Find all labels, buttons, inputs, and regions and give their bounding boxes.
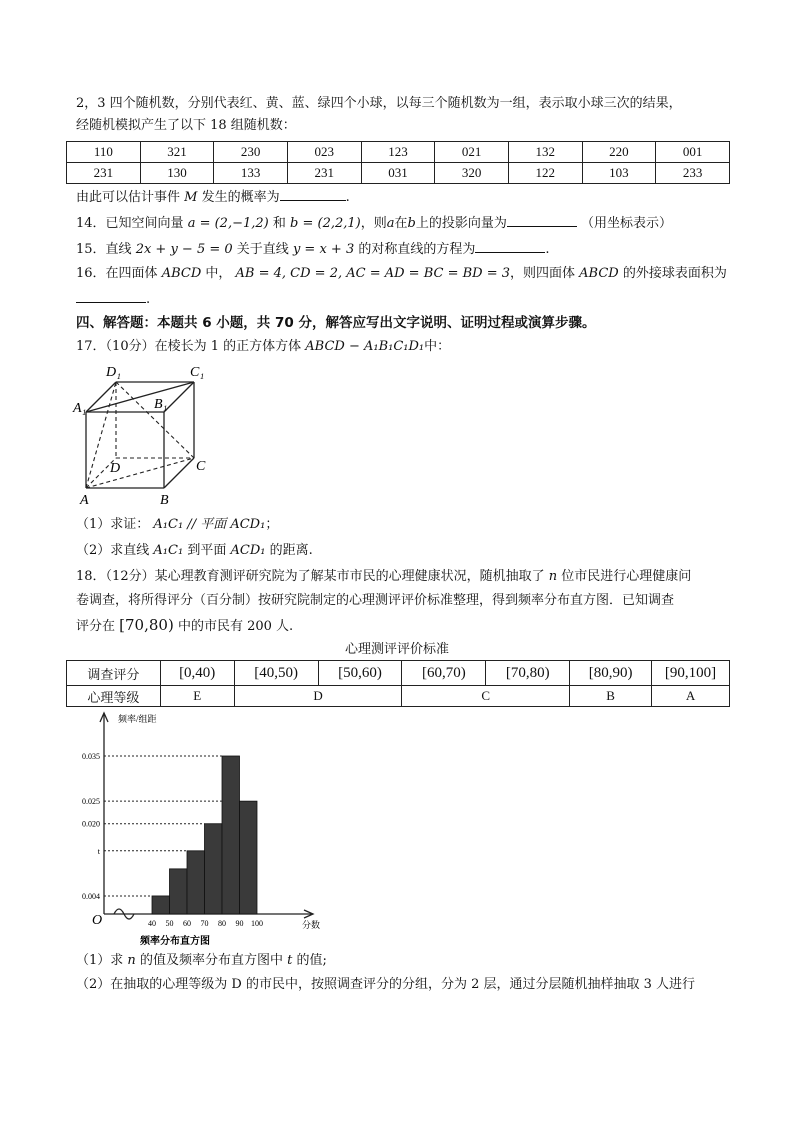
text: （1）求 xyxy=(76,953,124,968)
table-cell: D xyxy=(234,686,402,707)
x-tick-label: 90 xyxy=(235,919,244,928)
label-A: A xyxy=(80,493,89,508)
text: 15．直线 xyxy=(76,242,132,257)
answer-blank[interactable] xyxy=(280,186,346,201)
text: 关于直线 xyxy=(236,242,289,257)
table-cell: 320 xyxy=(435,163,509,184)
label-B: B xyxy=(160,493,169,508)
table-cell: 031 xyxy=(361,163,435,184)
table-cell: 233 xyxy=(656,163,730,184)
text: 14．已知空间向量 xyxy=(76,216,184,231)
math: ACD₁ xyxy=(230,543,266,558)
table-cell: C xyxy=(402,686,570,707)
problem18-line3 xyxy=(76,615,293,637)
problem16 xyxy=(76,264,727,284)
vector-a: a = (2,−1,2) xyxy=(187,216,269,231)
table-cell: 110 xyxy=(67,142,141,163)
x-tick-label: 80 xyxy=(218,919,226,928)
var-a: a xyxy=(386,216,395,231)
table-cell: A xyxy=(652,686,730,707)
equation: 2x + y − 5 = 0 xyxy=(135,242,233,257)
problem18-q1 xyxy=(76,951,327,971)
text: 的对称直线的方程为 xyxy=(358,242,476,257)
x-tick-label: 70 xyxy=(200,919,209,928)
label-C: C xyxy=(196,459,206,474)
cube-name: ABCD − A₁B₁C₁D₁ xyxy=(305,339,425,354)
histogram-bar xyxy=(240,801,258,914)
table-cell: E xyxy=(160,686,234,707)
evaluation-table xyxy=(66,660,730,707)
event-var: M xyxy=(184,190,198,205)
table-cell: 321 xyxy=(140,142,214,163)
problem15 xyxy=(76,238,550,260)
histogram-bar xyxy=(152,896,170,914)
table-cell: [70,80) xyxy=(486,661,570,686)
frequency-histogram xyxy=(66,710,336,950)
text: 中， xyxy=(205,266,232,281)
text: 的值及频率分布直方图中 xyxy=(139,953,283,968)
text: 位市民进行心理健康问 xyxy=(561,569,692,584)
table-cell: 231 xyxy=(67,163,141,184)
text: . xyxy=(345,190,350,205)
text: 的距离. xyxy=(269,543,313,558)
text: 发生的概率为 xyxy=(201,190,280,205)
text: （1）求证： xyxy=(76,517,150,532)
table-row xyxy=(67,163,730,184)
text: 上的投影向量为 xyxy=(415,216,507,231)
answer-blank[interactable] xyxy=(76,288,146,303)
x-tick-label: 50 xyxy=(165,919,174,928)
text: 17．（10分）在棱长为 1 的正方体方体 xyxy=(76,339,302,354)
x-tick-label: 100 xyxy=(251,919,263,928)
problem13-line1: 2，3 四个随机数，分别代表红、黄、蓝、绿四个小球，以每三个随机数为一组，表示取小球三次的结果， xyxy=(76,96,682,111)
table-row xyxy=(67,661,730,686)
text: 中： xyxy=(424,339,451,354)
table-cell: [50,60) xyxy=(318,661,402,686)
problem18-line1 xyxy=(76,567,691,587)
tetra-name: ABCD xyxy=(161,266,202,281)
problem18-line2: 卷调查，将所得评分（百分制）按研究院制定的心理测评评价标准整理，得到频率分布直方图．已知调查 xyxy=(76,593,675,608)
text: （用坐标表示） xyxy=(581,216,673,231)
problem18-q2: （2）在抽取的心理等级为 D 的市民中，按照调查评分的分组，分为 2 层，通过分层随机抽样抽取 3 人进行 xyxy=(76,977,696,992)
interval: [70,80) xyxy=(119,616,174,634)
table-cell: 220 xyxy=(582,142,656,163)
table-cell: [40,50) xyxy=(234,661,318,686)
table-cell: 133 xyxy=(214,163,288,184)
table-cell: 123 xyxy=(361,142,435,163)
text: 由此可以估计事件 xyxy=(76,190,181,205)
table-cell: 230 xyxy=(214,142,288,163)
label-B1: B₁ xyxy=(154,397,168,412)
var-n: n xyxy=(548,569,558,584)
table-cell: 021 xyxy=(435,142,509,163)
histogram-bar xyxy=(187,851,205,914)
y-axis-label: 频率/组距 xyxy=(118,714,157,724)
table-cell: B xyxy=(570,686,652,707)
x-tick-label: 40 xyxy=(148,919,156,928)
table-cell: [80,90) xyxy=(570,661,652,686)
random-number-table xyxy=(66,141,730,184)
text: 中的市民有 200 人. xyxy=(177,619,294,634)
problem17-q1 xyxy=(76,515,278,535)
text: 到平面 xyxy=(187,543,227,558)
table-cell: 231 xyxy=(287,163,361,184)
table-cell: [0,40) xyxy=(160,661,234,686)
label-D1: D₁ xyxy=(106,365,121,380)
math: A₁C₁ xyxy=(153,543,184,558)
tetra-name: ABCD xyxy=(579,266,619,281)
text: ，则 xyxy=(360,216,387,231)
table-cell: 001 xyxy=(656,142,730,163)
text: 18．（12分）某心理教育测评研究院为了解某市市民的心理健康状况，随机抽取了 xyxy=(76,569,545,584)
math: A₁C₁ // 平面 ACD₁ xyxy=(153,517,266,532)
text: 的外接球表面积为 xyxy=(622,266,727,281)
chart-title: 频率分布直方图 xyxy=(140,936,210,947)
x-axis-label: 分数 xyxy=(302,920,321,930)
section-heading: 四、解答题：本题共 6 小题，共 70 分，解答应写出文字说明、证明过程或演算步骤。 xyxy=(76,315,596,331)
answer-blank[interactable] xyxy=(507,212,577,227)
text: （2）求直线 xyxy=(76,543,150,558)
cube-figure xyxy=(72,362,222,510)
table-cell: 132 xyxy=(508,142,582,163)
origin-label: O xyxy=(92,913,103,928)
text: 评分在 xyxy=(76,619,116,634)
table-cell: 023 xyxy=(287,142,361,163)
answer-blank[interactable] xyxy=(475,238,545,253)
y-tick-label: 0.025 xyxy=(82,797,100,807)
equation: y = x + 3 xyxy=(292,242,355,257)
var-n: n xyxy=(127,953,136,968)
table-row xyxy=(67,686,730,707)
text: 的值; xyxy=(296,953,327,968)
var-t: t xyxy=(287,953,293,968)
problem13-line2: 经随机模拟产生了以下 18 组随机数： xyxy=(76,118,296,133)
y-tick-label: 0.004 xyxy=(82,891,100,901)
text: . xyxy=(146,292,151,307)
label-C1: C₁ xyxy=(190,365,205,380)
table-cell: 130 xyxy=(140,163,214,184)
x-tick-label: 60 xyxy=(183,919,191,928)
label-A1: A₁ xyxy=(73,401,87,416)
problem17-q2 xyxy=(76,541,313,561)
y-tick-label: 0.020 xyxy=(82,819,100,829)
text: ，则四面体 xyxy=(510,266,576,281)
problem13-question xyxy=(76,186,350,208)
problem14 xyxy=(76,212,672,234)
problem17-stem xyxy=(76,337,450,357)
table-cell: [60,70) xyxy=(402,661,486,686)
text: 在 xyxy=(394,216,408,231)
problem16-answer xyxy=(76,288,150,310)
table-cell: 103 xyxy=(582,163,656,184)
histogram-bar xyxy=(205,824,223,914)
histogram-bar xyxy=(222,756,240,914)
var-b: b xyxy=(407,216,416,231)
text: 16．在四面体 xyxy=(76,266,158,281)
label-D: D xyxy=(110,461,121,476)
table-cell: 122 xyxy=(508,163,582,184)
header-cell: 调查评分 xyxy=(67,661,161,686)
table-cell: [90,100] xyxy=(652,661,730,686)
y-tick-label: t xyxy=(97,846,100,856)
table-row xyxy=(67,142,730,163)
vector-b: b = (2,2,1) xyxy=(290,216,361,231)
text: 和 xyxy=(272,216,286,231)
condition: AB = 4, CD = 2, AC = AD = BC = BD = 3 xyxy=(235,266,511,281)
histogram-bar xyxy=(170,869,188,914)
header-cell: 心理等级 xyxy=(67,686,161,707)
table-caption: 心理测评评价标准 xyxy=(344,642,449,657)
text: . xyxy=(545,242,550,257)
y-tick-label: 0.035 xyxy=(82,752,100,761)
text: ； xyxy=(265,517,279,532)
